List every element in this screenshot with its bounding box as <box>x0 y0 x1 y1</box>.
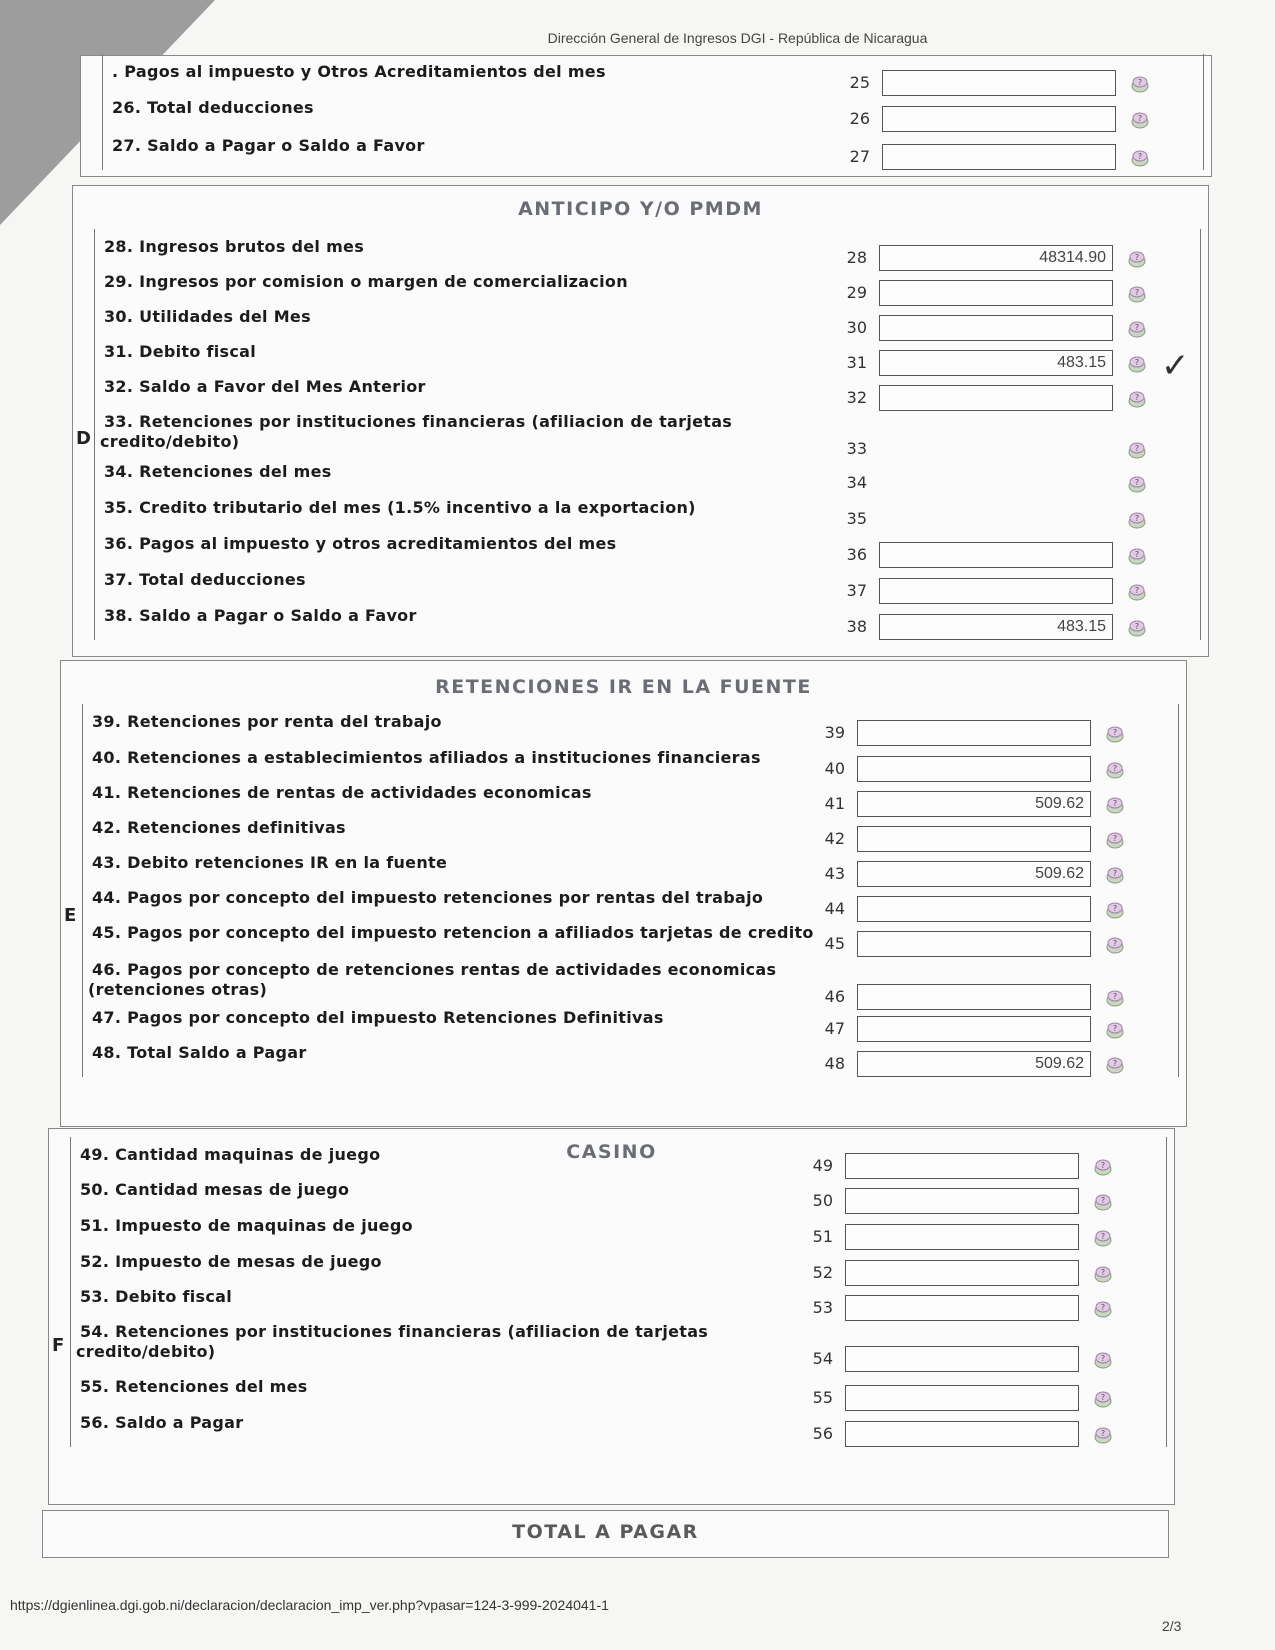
amount-field-52[interactable] <box>845 1260 1079 1286</box>
handwritten-checkmark: ✓ <box>1161 346 1190 386</box>
amount-field-33[interactable] <box>879 436 1113 462</box>
svg-text:?: ? <box>1100 1161 1106 1170</box>
amount-field-35[interactable] <box>879 506 1113 532</box>
row-label: 39. Retenciones por renta del trabajo <box>92 712 442 731</box>
section-title: TOTAL A PAGAR <box>512 1521 699 1543</box>
amount-field-43[interactable]: 509.62 <box>857 861 1091 887</box>
svg-text:?: ? <box>1134 253 1140 262</box>
section-g <box>42 1510 1169 1558</box>
help-coin-icon[interactable] <box>1127 510 1147 530</box>
row-label: 41. Retenciones de rentas de actividades economicas <box>92 783 592 802</box>
row-number: 26 <box>849 109 870 128</box>
row-number: 44 <box>824 899 845 918</box>
svg-text:?: ? <box>1134 444 1140 453</box>
amount-field-29[interactable] <box>879 280 1113 306</box>
help-coin-icon[interactable] <box>1105 865 1125 885</box>
section-title: RETENCIONES IR EN LA FUENTE <box>435 676 812 698</box>
row-number: 37 <box>846 581 867 600</box>
row-label: 36. Pagos al impuesto y otros acreditamientos del mes <box>104 534 617 553</box>
row-number: 33 <box>846 439 867 458</box>
help-coin-icon[interactable] <box>1127 319 1147 339</box>
help-coin-icon[interactable] <box>1130 74 1150 94</box>
svg-text:?: ? <box>1134 288 1140 297</box>
row-label: 37. Total deducciones <box>104 570 306 589</box>
section-letter: D <box>76 428 91 449</box>
svg-text:?: ? <box>1112 904 1118 913</box>
row-number: 51 <box>812 1227 833 1246</box>
svg-text:?: ? <box>1100 1232 1106 1241</box>
amount-field-40[interactable] <box>857 756 1091 782</box>
row-label: 54. Retenciones por instituciones financieras (afiliacion de tarjetas <box>80 1322 709 1341</box>
row-number: 34 <box>846 473 867 492</box>
row-number: 36 <box>846 545 867 564</box>
svg-text:?: ? <box>1137 78 1143 87</box>
row-label: 42. Retenciones definitivas <box>92 818 346 837</box>
svg-text:?: ? <box>1112 869 1118 878</box>
row-label: 50. Cantidad mesas de juego <box>80 1180 350 1199</box>
help-coin-icon[interactable] <box>1105 1055 1125 1075</box>
svg-text:?: ? <box>1134 514 1140 523</box>
row-label: 32. Saldo a Favor del Mes Anterior <box>104 377 426 396</box>
row-number: 48 <box>824 1054 845 1073</box>
row-number: 30 <box>846 318 867 337</box>
amount-field-34[interactable] <box>879 470 1113 496</box>
row-label-continued: (retenciones otras) <box>88 980 268 999</box>
svg-text:?: ? <box>1137 152 1143 161</box>
row-number: 49 <box>812 1156 833 1175</box>
row-label: 30. Utilidades del Mes <box>104 307 311 326</box>
row-label: 53. Debito fiscal <box>80 1287 233 1306</box>
help-coin-icon[interactable] <box>1127 582 1147 602</box>
amount-field-44[interactable] <box>857 896 1091 922</box>
svg-text:?: ? <box>1112 834 1118 843</box>
amount-field-30[interactable] <box>879 315 1113 341</box>
help-coin-icon[interactable] <box>1105 795 1125 815</box>
row-label: 48. Total Saldo a Pagar <box>92 1043 307 1062</box>
row-number: 54 <box>812 1349 833 1368</box>
amount-field-27[interactable] <box>882 144 1116 170</box>
help-coin-icon[interactable] <box>1127 618 1147 638</box>
row-label: 38. Saldo a Pagar o Saldo a Favor <box>104 606 417 625</box>
help-coin-icon[interactable] <box>1105 760 1125 780</box>
help-coin-icon[interactable] <box>1127 474 1147 494</box>
help-coin-icon[interactable] <box>1105 935 1125 955</box>
amount-field-37[interactable] <box>879 578 1113 604</box>
row-number: 41 <box>824 794 845 813</box>
help-coin-icon[interactable] <box>1093 1350 1113 1370</box>
row-number: 42 <box>824 829 845 848</box>
row-label: 35. Credito tributario del mes (1.5% incentivo a la exportacion) <box>104 498 696 517</box>
page-header: Dirección General de Ingresos DGI - República de Nicaragua <box>547 30 928 46</box>
svg-text:?: ? <box>1112 992 1118 1001</box>
amount-field-56[interactable] <box>845 1421 1079 1447</box>
help-coin-icon[interactable] <box>1105 1020 1125 1040</box>
help-coin-icon[interactable] <box>1093 1299 1113 1319</box>
amount-field-51[interactable] <box>845 1224 1079 1250</box>
amount-field-55[interactable] <box>845 1385 1079 1411</box>
svg-text:?: ? <box>1134 550 1140 559</box>
amount-field-41[interactable]: 509.62 <box>857 791 1091 817</box>
row-number: 45 <box>824 934 845 953</box>
row-number: 56 <box>812 1424 833 1443</box>
svg-text:?: ? <box>1112 764 1118 773</box>
row-number: 27 <box>849 147 870 166</box>
row-number: 53 <box>812 1298 833 1317</box>
row-label: 52. Impuesto de mesas de juego <box>80 1252 382 1271</box>
row-label: 56. Saldo a Pagar <box>80 1413 244 1432</box>
help-coin-icon[interactable] <box>1093 1264 1113 1284</box>
amount-field-26[interactable] <box>882 106 1116 132</box>
amount-field-36[interactable] <box>879 542 1113 568</box>
row-label-continued: credito/debito) <box>100 432 240 451</box>
row-label: 31. Debito fiscal <box>104 342 257 361</box>
help-coin-icon[interactable] <box>1127 440 1147 460</box>
row-number: 43 <box>824 864 845 883</box>
row-label: 55. Retenciones del mes <box>80 1377 308 1396</box>
help-coin-icon[interactable] <box>1127 546 1147 566</box>
row-number: 46 <box>824 987 845 1006</box>
amount-field-31[interactable]: 483.15 <box>879 350 1113 376</box>
svg-text:?: ? <box>1100 1196 1106 1205</box>
amount-field-25[interactable] <box>882 70 1116 96</box>
help-coin-icon[interactable] <box>1127 284 1147 304</box>
row-label: 45. Pagos por concepto del impuesto retencion a afiliados tarjetas de credito <box>92 923 814 942</box>
footer-page-number: 2/3 <box>1162 1618 1182 1634</box>
row-number: 29 <box>846 283 867 302</box>
svg-text:?: ? <box>1112 1024 1118 1033</box>
section-title: CASINO <box>566 1141 657 1163</box>
amount-field-48[interactable]: 509.62 <box>857 1051 1091 1077</box>
section-letter: F <box>52 1335 65 1356</box>
amount-field-46[interactable] <box>857 984 1091 1010</box>
svg-text:?: ? <box>1100 1429 1106 1438</box>
row-number: 39 <box>824 723 845 742</box>
row-label: 46. Pagos por concepto de retenciones rentas de actividades economicas <box>92 960 777 979</box>
help-coin-icon[interactable] <box>1105 830 1125 850</box>
footer-url: https://dgienlinea.dgi.gob.ni/declaracion/declaracion_imp_ver.php?vpasar=124-3-999-2024041-1 <box>10 1597 609 1613</box>
help-coin-icon[interactable] <box>1127 249 1147 269</box>
section-title: ANTICIPO Y/O PMDM <box>518 198 763 220</box>
row-label: . Pagos al impuesto y Otros Acreditamientos del mes <box>112 62 606 81</box>
amount-field-53[interactable] <box>845 1295 1079 1321</box>
row-number: 40 <box>824 759 845 778</box>
row-number: 25 <box>849 73 870 92</box>
row-label: 40. Retenciones a establecimientos afiliados a instituciones financieras <box>92 748 761 767</box>
help-coin-icon[interactable] <box>1093 1157 1113 1177</box>
help-coin-icon[interactable] <box>1130 148 1150 168</box>
amount-field-49[interactable] <box>845 1153 1079 1179</box>
help-coin-icon[interactable] <box>1093 1228 1113 1248</box>
amount-field-50[interactable] <box>845 1188 1079 1214</box>
svg-text:?: ? <box>1100 1354 1106 1363</box>
amount-field-39[interactable] <box>857 720 1091 746</box>
row-number: 31 <box>846 353 867 372</box>
row-label: 49. Cantidad maquinas de juego <box>80 1145 381 1164</box>
amount-field-45[interactable] <box>857 931 1091 957</box>
amount-field-28[interactable]: 48314.90 <box>879 245 1113 271</box>
row-label: 43. Debito retenciones IR en la fuente <box>92 853 448 872</box>
svg-text:?: ? <box>1134 393 1140 402</box>
amount-field-42[interactable] <box>857 826 1091 852</box>
help-coin-icon[interactable] <box>1105 988 1125 1008</box>
row-label: 26. Total deducciones <box>112 98 314 117</box>
row-number: 47 <box>824 1019 845 1038</box>
row-label: 27. Saldo a Pagar o Saldo a Favor <box>112 136 425 155</box>
row-number: 32 <box>846 388 867 407</box>
help-coin-icon[interactable] <box>1130 110 1150 130</box>
row-number: 55 <box>812 1388 833 1407</box>
svg-text:?: ? <box>1112 939 1118 948</box>
svg-text:?: ? <box>1100 1268 1106 1277</box>
svg-text:?: ? <box>1134 478 1140 487</box>
row-label: 28. Ingresos brutos del mes <box>104 237 365 256</box>
amount-field-38[interactable]: 483.15 <box>879 614 1113 640</box>
row-label: 51. Impuesto de maquinas de juego <box>80 1216 413 1235</box>
svg-text:?: ? <box>1112 728 1118 737</box>
row-label: 47. Pagos por concepto del impuesto Retenciones Definitivas <box>92 1008 664 1027</box>
help-coin-icon[interactable] <box>1127 354 1147 374</box>
row-label: 34. Retenciones del mes <box>104 462 332 481</box>
row-label: 33. Retenciones por instituciones financieras (afiliacion de tarjetas <box>104 412 733 431</box>
help-coin-icon[interactable] <box>1127 389 1147 409</box>
row-number: 35 <box>846 509 867 528</box>
amount-field-54[interactable] <box>845 1346 1079 1372</box>
amount-field-32[interactable] <box>879 385 1113 411</box>
row-number: 38 <box>846 617 867 636</box>
help-coin-icon[interactable] <box>1105 724 1125 744</box>
svg-text:?: ? <box>1134 586 1140 595</box>
svg-text:?: ? <box>1100 1303 1106 1312</box>
svg-text:?: ? <box>1100 1393 1106 1402</box>
help-coin-icon[interactable] <box>1093 1425 1113 1445</box>
svg-text:?: ? <box>1112 1059 1118 1068</box>
row-number: 52 <box>812 1263 833 1282</box>
help-coin-icon[interactable] <box>1093 1389 1113 1409</box>
row-label: 29. Ingresos por comision o margen de comercializacion <box>104 272 628 291</box>
svg-text:?: ? <box>1134 622 1140 631</box>
amount-field-47[interactable] <box>857 1016 1091 1042</box>
row-number: 28 <box>846 248 867 267</box>
row-number: 50 <box>812 1191 833 1210</box>
section-letter: E <box>64 905 77 926</box>
help-coin-icon[interactable] <box>1093 1192 1113 1212</box>
row-label: 44. Pagos por concepto del impuesto retenciones por rentas del trabajo <box>92 888 764 907</box>
svg-text:?: ? <box>1137 114 1143 123</box>
help-coin-icon[interactable] <box>1105 900 1125 920</box>
svg-text:?: ? <box>1112 799 1118 808</box>
svg-text:?: ? <box>1134 358 1140 367</box>
svg-text:?: ? <box>1134 323 1140 332</box>
row-label-continued: credito/debito) <box>76 1342 216 1361</box>
